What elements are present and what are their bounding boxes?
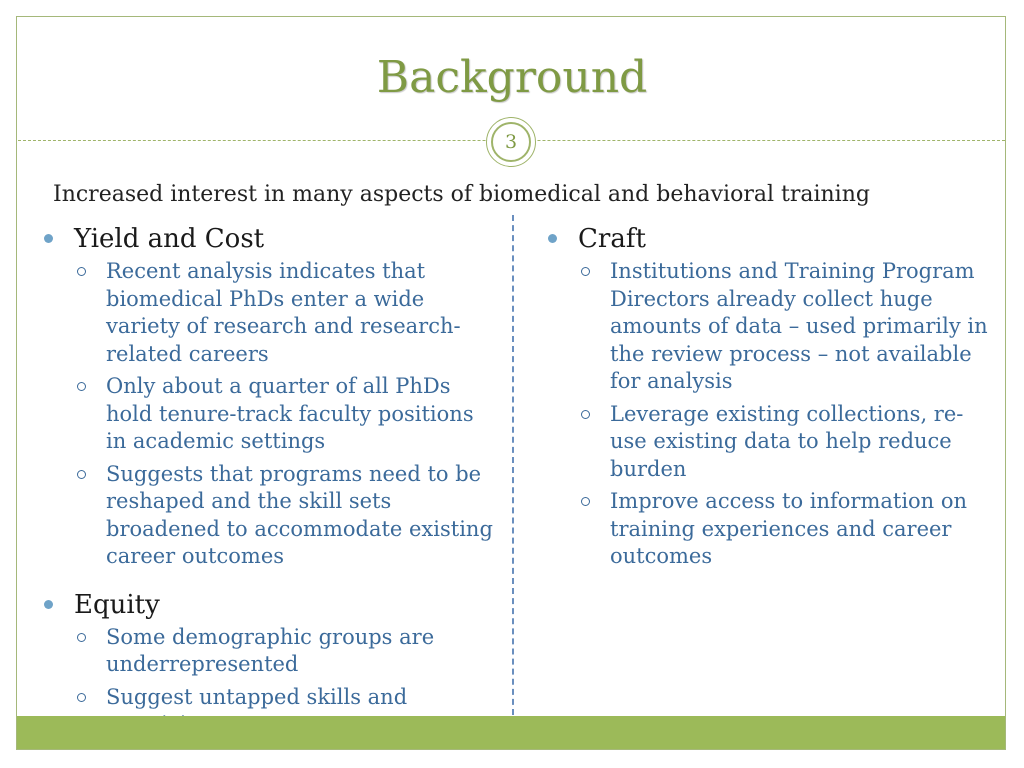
ring-bullet-icon	[77, 633, 86, 642]
sub-bullet-text: Suggest untapped skills and	[106, 684, 408, 709]
bullet-dot-icon	[548, 234, 557, 243]
bullet-label: Craft	[578, 224, 646, 254]
sub-bullet-item	[44, 461, 494, 571]
bullet-item	[44, 222, 494, 256]
sub-bullet-item	[44, 373, 494, 456]
sub-bullet-item	[548, 258, 998, 396]
intro-text: Increased interest in many aspects of biomedical and behavioral training	[53, 182, 870, 207]
right-column	[548, 222, 998, 576]
ring-bullet-icon	[581, 497, 590, 506]
ring-bullet-icon	[77, 382, 86, 391]
sub-bullet-item	[548, 401, 998, 484]
ring-bullet-icon	[77, 693, 86, 702]
sub-bullet-item	[44, 624, 494, 679]
ring-bullet-icon	[77, 470, 86, 479]
sub-bullet-text: Improve access to information on training experiences and career outcomes	[610, 489, 968, 568]
bullet-label: Equity	[74, 589, 160, 620]
ring-bullet-icon	[581, 267, 590, 276]
sub-bullet-text: Recent analysis indicates that biomedical PhDs enter a wide variety of research and research-related careers	[106, 259, 461, 366]
sub-bullet-text: Suggests that programs need to be reshaped and the skill sets broadened to accommodate existing career outcomes	[106, 461, 493, 568]
column-divider	[512, 215, 514, 715]
sub-bullet-text: Only about a quarter of all PhDs hold tenure-track faculty positions in academic settings	[106, 374, 474, 453]
page-number-badge	[486, 117, 536, 167]
ring-bullet-icon	[77, 267, 86, 276]
sub-bullet-text: Leverage existing collections, re-use existing data to help reduce burden	[610, 401, 964, 481]
bullet-item	[44, 588, 494, 622]
sub-bullet-item	[44, 258, 494, 368]
bullet-label: Yield and Cost	[74, 224, 265, 254]
sub-bullet-text: Institutions and Training Program Directors already collect huge amounts of data – used primarily in the review process – not available for analysis	[610, 259, 988, 393]
sub-bullet-item	[548, 488, 998, 571]
slide-title: Background	[376, 52, 648, 103]
left-column	[44, 222, 494, 744]
bullet-item	[548, 222, 998, 256]
ring-bullet-icon	[581, 410, 590, 419]
section-gap	[44, 576, 494, 588]
footer-bar	[17, 716, 1005, 749]
bullet-dot-icon	[44, 600, 53, 609]
sub-bullet-text: Some demographic groups are underrepresented	[106, 624, 435, 676]
page-number: 3	[491, 122, 531, 162]
bullet-dot-icon	[44, 234, 53, 243]
